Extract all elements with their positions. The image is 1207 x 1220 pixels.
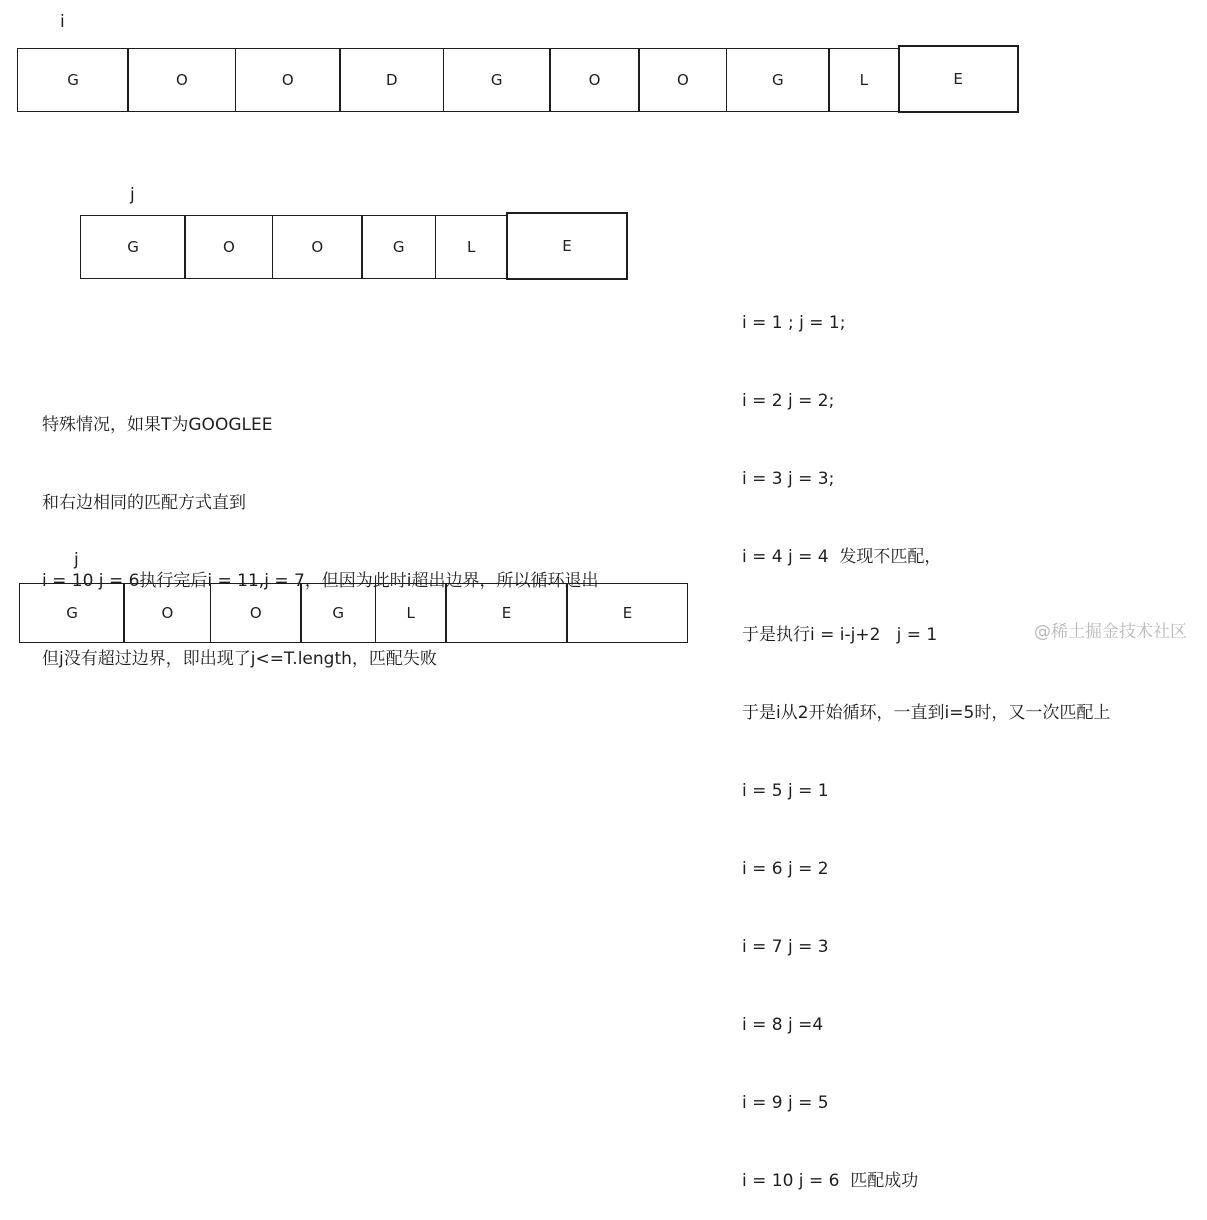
- step-line: i = 6 j = 2: [742, 859, 829, 879]
- step-line: i = 9 j = 5: [742, 1093, 829, 1113]
- main-cell: G: [726, 48, 830, 112]
- step-line: i = 1 ; j = 1;: [742, 313, 846, 333]
- pattern2-cell: O: [210, 583, 302, 643]
- main-cell: O: [235, 48, 341, 112]
- special-case-notes: [42, 360, 599, 698]
- watermark: @稀土掘金技术社区: [1034, 622, 1187, 642]
- pattern2-cell: G: [19, 583, 125, 643]
- pointer-i-label: i: [60, 12, 65, 32]
- step-line: 于是i从2开始循环，一直到i=5时，又一次匹配上: [742, 703, 1111, 723]
- step-line: i = 2 j = 2;: [742, 391, 835, 411]
- note-line: 但j没有超过边界，即出现了j<=T.length，匹配失败: [42, 649, 437, 669]
- step-line: i = 10 j = 6 匹配成功: [742, 1171, 919, 1191]
- note-line: 和右边相同的匹配方式直到: [42, 493, 246, 513]
- main-cell: L: [828, 48, 899, 112]
- main-cell: O: [549, 48, 640, 112]
- main-cell: E: [898, 45, 1019, 113]
- note-line: 特殊情况，如果T为GOOGLEE: [42, 415, 273, 435]
- step-line: i = 5 j = 1: [742, 781, 829, 801]
- pattern-string-row: [80, 215, 628, 279]
- pattern2-cell: E: [566, 583, 688, 643]
- main-string-row: [17, 48, 1019, 112]
- main-cell: G: [17, 48, 129, 112]
- step-line: 于是执行i = i-j+2 j = 1: [742, 625, 938, 645]
- pattern2-cell: E: [445, 583, 568, 643]
- pattern2-cell: L: [375, 583, 447, 643]
- pointer-j-label: j: [130, 185, 135, 205]
- step-line: i = 4 j = 4 发现不匹配，: [742, 547, 942, 567]
- main-cell: O: [127, 48, 236, 112]
- step-line: i = 8 j =4: [742, 1015, 824, 1035]
- pattern-cell: O: [184, 215, 273, 279]
- note-line: i = 10 j = 6执行完后i = 11,j = 7，但因为此时i超出边界，所以循环退出: [42, 571, 599, 591]
- pattern2-cell: O: [123, 583, 211, 643]
- pattern-cell: G: [361, 215, 436, 279]
- main-cell: D: [339, 48, 444, 112]
- pattern2-cell: G: [300, 583, 376, 643]
- step-line: i = 3 j = 3;: [742, 469, 835, 489]
- main-cell: O: [638, 48, 727, 112]
- pattern-cell: O: [272, 215, 363, 279]
- main-cell: G: [443, 48, 551, 112]
- step-line: i = 7 j = 3: [742, 937, 829, 957]
- pattern-cell: G: [80, 215, 186, 279]
- matching-steps-notes: [742, 258, 1110, 1220]
- pattern-cell: L: [435, 215, 508, 279]
- pointer-j-label-bottom: j: [74, 550, 79, 570]
- pattern-cell: E: [506, 212, 628, 280]
- pattern2-string-row: [19, 583, 688, 643]
